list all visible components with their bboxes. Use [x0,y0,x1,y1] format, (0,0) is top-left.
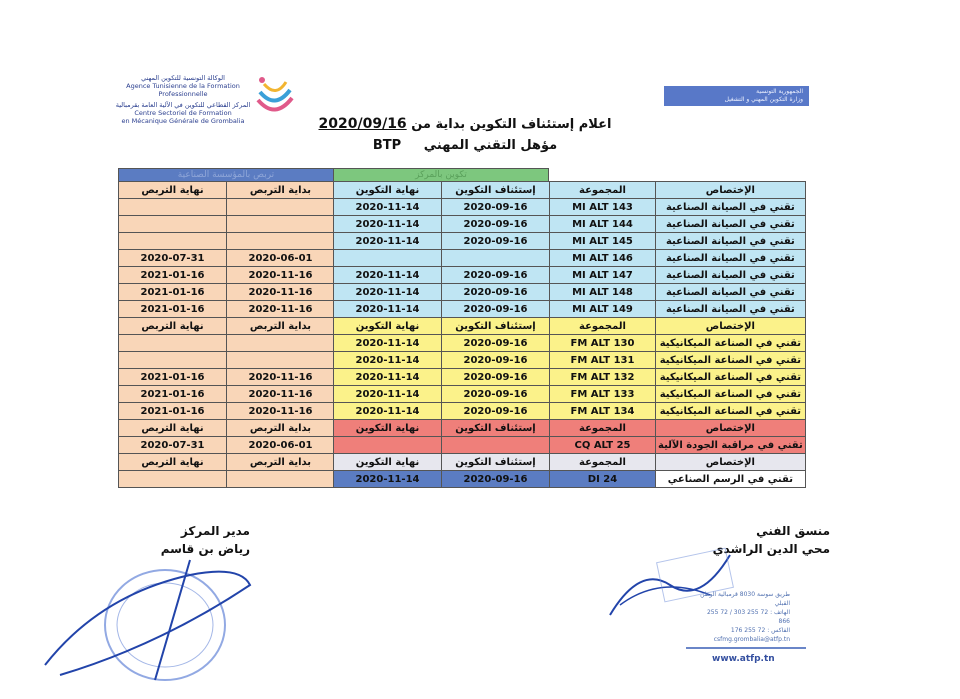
training-spec-cell: تقني في الصيانة الصناعية [656,216,806,233]
training-group-cell: المجموعة [550,420,656,437]
training-spec-cell: تقني في الصيانة الصناعية [656,250,806,267]
training-group-cell: MI ALT 143 [550,199,656,216]
training-row [334,216,806,233]
training-resume-cell: 2020-09-16 [442,284,550,301]
internship-start-cell: بداية التربص [227,182,335,199]
announcement-text: اعلام إستئناف التكوين بداية من [411,117,612,132]
training-group-cell: FM ALT 134 [550,403,656,420]
internship-end-cell: 2021-01-16 [119,267,227,284]
internship-end-cell [119,352,227,369]
center-section-header: تكوين بالمركز [333,168,549,182]
training-spec-cell: الإختصاص [656,420,806,437]
training-end-cell: نهاية التكوين [334,454,442,471]
internship-start-cell: 2020-11-16 [227,386,335,403]
training-end-cell: 2020-11-14 [334,199,442,216]
training-resume-cell: 2020-09-16 [442,267,550,284]
internship-start-cell: بداية التربص [227,318,335,335]
training-end-cell: 2020-11-14 [334,267,442,284]
training-resume-cell: إستئناف التكوين [442,420,550,437]
internship-row [119,369,335,386]
coordinator-name: محي الدين الراشدي [712,542,830,556]
training-group-cell: المجموعة [550,318,656,335]
internship-end-cell: نهاية التربص [119,182,227,199]
internship-end-cell [119,471,227,488]
training-row [334,284,806,301]
internship-row [119,403,335,420]
training-group-cell: DI 24 [550,471,656,488]
internship-start-cell [227,216,335,233]
training-spec-cell: تقني في الصناعة الميكانيكية [656,335,806,352]
training-spec-cell: تقني في الصناعة الميكانيكية [656,386,806,403]
agency-name-ar: الوكالة التونسية للتكوين المهني [141,74,225,82]
training-spec-cell: تقني في الصيانة الصناعية [656,267,806,284]
training-end-cell: 2020-11-14 [334,471,442,488]
internship-start-cell: 2020-11-16 [227,267,335,284]
internship-row [119,233,335,250]
training-resume-cell: إستئناف التكوين [442,318,550,335]
training-resume-cell: 2020-09-16 [442,386,550,403]
training-spec-cell: تقني في الرسم الصناعي [656,471,806,488]
training-group-cell: MI ALT 147 [550,267,656,284]
training-group-cell: FM ALT 133 [550,386,656,403]
training-spec-cell: تقني في الصيانة الصناعية [656,233,806,250]
training-resume-cell: 2020-09-16 [442,335,550,352]
training-row [334,250,806,267]
ministry-banner [664,86,809,106]
internship-row [119,301,335,318]
training-group-cell: MI ALT 145 [550,233,656,250]
qualification-code: BTP [372,138,402,153]
training-group-cell: MI ALT 148 [550,284,656,301]
internship-row [119,182,335,199]
internship-start-cell [227,335,335,352]
training-end-cell: 2020-11-14 [334,216,442,233]
training-resume-cell: 2020-09-16 [442,199,550,216]
training-resume-cell: 2020-09-16 [442,471,550,488]
internship-row [119,267,335,284]
training-resume-cell: 2020-09-16 [442,403,550,420]
training-row [334,386,806,403]
internship-row [119,216,335,233]
training-end-cell: 2020-11-14 [334,403,442,420]
training-end-cell: 2020-11-14 [334,284,442,301]
internship-start-cell: 2020-06-01 [227,250,335,267]
training-spec-cell: تقني في الصناعة الميكانيكية [656,403,806,420]
footer-contact [700,590,790,644]
ministry-line-1: الجمهورية التونسية [756,88,803,95]
training-end-cell [334,250,442,267]
training-row [334,199,806,216]
training-resume-cell [442,250,550,267]
training-spec-cell: الإختصاص [656,182,806,199]
internship-start-cell: 2020-11-16 [227,284,335,301]
announcement-date: 2020/09/16 [318,116,407,132]
training-row [334,335,806,352]
qualification-text: مؤهل التقني المهني [423,138,558,153]
training-end-cell: 2020-11-14 [334,301,442,318]
internship-start-cell: بداية التربص [227,454,335,471]
training-row [334,420,806,437]
training-end-cell: نهاية التكوين [334,420,442,437]
agency-logo-text [108,74,258,125]
training-end-cell: نهاية التكوين [334,182,442,199]
internship-start-cell: 2020-11-16 [227,369,335,386]
internship-row [119,199,335,216]
director-name: رياض بن قاسم [160,542,250,556]
training-resume-cell: 2020-09-16 [442,233,550,250]
internship-row [119,318,335,335]
internship-end-cell: 2020-07-31 [119,437,227,454]
training-end-cell: 2020-11-14 [334,386,442,403]
training-end-cell: 2020-11-14 [334,369,442,386]
footer-url: www.atfp.tn [712,654,775,664]
training-group-cell: MI ALT 146 [550,250,656,267]
training-row [334,369,806,386]
footer-phone: الهاتف : 72 255 303 / 72 255 866 [706,609,790,625]
ministry-line-2: وزارة التكوين المهني و التشغيل [724,96,803,103]
center-name-fr-2: en Mécanique Générale de Grombalia [121,117,245,125]
director-stamp-icon [40,555,270,699]
internship-start-cell [227,233,335,250]
coordinator-title: منسق الفني [756,524,830,538]
training-resume-cell: إستئناف التكوين [442,182,550,199]
training-row [334,318,806,335]
training-group-cell: MI ALT 144 [550,216,656,233]
internship-start-cell: 2020-06-01 [227,437,335,454]
training-group-cell: المجموعة [550,454,656,471]
training-spec-cell: تقني في الصيانة الصناعية [656,284,806,301]
training-end-cell: نهاية التكوين [334,318,442,335]
training-group-cell: MI ALT 149 [550,301,656,318]
internship-end-cell: نهاية التربص [119,420,227,437]
training-resume-cell: 2020-09-16 [442,301,550,318]
training-group-cell: FM ALT 132 [550,369,656,386]
internship-start-cell: بداية التربص [227,420,335,437]
training-resume-cell [442,437,550,454]
center-name-ar: المركز القطاعي للتكوين في الآلية العامة بقرمبالية [115,101,251,109]
training-spec-cell: الإختصاص [656,318,806,335]
footer-email: csfmg.grombalia@atfp.tn [713,636,790,643]
internship-start-cell: 2020-11-16 [227,301,335,318]
agency-name-fr-1: Agence Tunisienne de la Formation [126,82,240,90]
training-row [334,437,806,454]
training-row [334,182,806,199]
training-spec-cell: تقني في الصناعة الميكانيكية [656,369,806,386]
training-group-cell: FM ALT 130 [550,335,656,352]
internship-end-cell: نهاية التربص [119,318,227,335]
internship-end-cell: 2021-01-16 [119,386,227,403]
training-end-cell [334,437,442,454]
internship-end-cell [119,199,227,216]
internship-row [119,335,335,352]
footer-fax: الفاكس : 72 255 176 [730,627,790,634]
training-group-cell: FM ALT 131 [550,352,656,369]
training-row [334,403,806,420]
footer-address: طريق سوسة 8030 قرمبالية الوطن القبلي [700,591,790,607]
internship-start-cell [227,199,335,216]
training-row [334,301,806,318]
internship-row [119,284,335,301]
internship-row [119,471,335,488]
training-spec-cell: تقني في مراقبة الجودة الآلية [656,437,806,454]
internship-end-cell: 2021-01-16 [119,369,227,386]
training-spec-cell: تقني في الصيانة الصناعية [656,199,806,216]
internship-table [118,181,335,488]
agency-name-fr-2: Professionnelle [158,90,208,98]
internship-row [119,250,335,267]
internship-end-cell [119,233,227,250]
training-spec-cell: الإختصاص [656,454,806,471]
internship-row [119,352,335,369]
training-group-cell: المجموعة [550,182,656,199]
internship-row [119,386,335,403]
training-resume-cell: 2020-09-16 [442,369,550,386]
training-spec-cell: تقني في الصيانة الصناعية [656,301,806,318]
director-title: مدير المركز [180,524,250,538]
training-row [334,352,806,369]
internship-end-cell: 2021-01-16 [119,301,227,318]
training-row [334,471,806,488]
training-row [334,267,806,284]
internship-section-header: تربص بالمؤسسة الصناعية [118,168,334,182]
internship-row [119,437,335,454]
internship-start-cell: 2020-11-16 [227,403,335,420]
internship-end-cell: 2021-01-16 [119,403,227,420]
training-resume-cell: 2020-09-16 [442,352,550,369]
training-row [334,454,806,471]
agency-logo-icon [250,70,300,124]
internship-row [119,420,335,437]
internship-end-cell: نهاية التربص [119,454,227,471]
training-resume-cell: 2020-09-16 [442,216,550,233]
training-resume-cell: إستئناف التكوين [442,454,550,471]
internship-row [119,454,335,471]
internship-start-cell [227,352,335,369]
internship-end-cell [119,216,227,233]
internship-end-cell: 2021-01-16 [119,284,227,301]
training-end-cell: 2020-11-14 [334,335,442,352]
training-spec-cell: تقني في الصناعة الميكانيكية [656,352,806,369]
training-row [334,233,806,250]
qualification-title [340,138,590,153]
internship-start-cell [227,471,335,488]
announcement-title [300,116,630,132]
internship-end-cell: 2020-07-31 [119,250,227,267]
training-end-cell: 2020-11-14 [334,352,442,369]
training-group-cell: CQ ALT 25 [550,437,656,454]
internship-end-cell [119,335,227,352]
center-name-fr-1: Centre Sectoriel de Formation [134,109,232,117]
footer-divider [686,647,806,649]
training-table [333,181,806,488]
director-signature-block [150,522,250,558]
training-end-cell: 2020-11-14 [334,233,442,250]
